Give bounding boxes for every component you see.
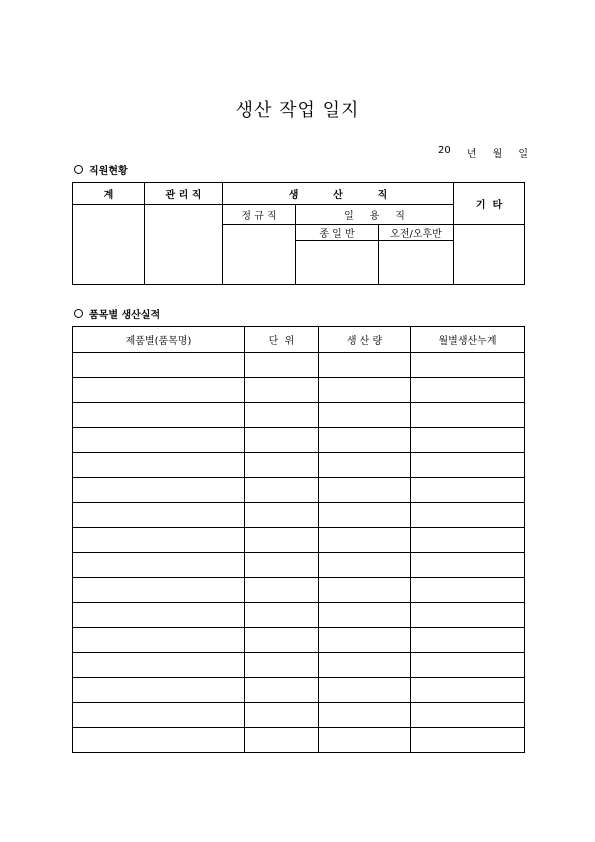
staff-cell-half-shift[interactable] xyxy=(379,241,454,285)
table-cell[interactable] xyxy=(411,353,525,378)
table-row xyxy=(73,728,525,753)
table-cell[interactable] xyxy=(319,728,411,753)
circle-bullet-icon xyxy=(74,165,83,174)
table-cell[interactable] xyxy=(411,403,525,428)
table-cell[interactable] xyxy=(245,578,319,603)
product-column-header: 제품별(품목명) xyxy=(73,327,245,353)
table-cell[interactable] xyxy=(73,578,245,603)
table-cell[interactable] xyxy=(319,478,411,503)
table-cell[interactable] xyxy=(411,703,525,728)
product-column-header: 생 산 량 xyxy=(319,327,411,353)
date-month-label: 월 xyxy=(492,149,503,160)
table-cell[interactable] xyxy=(73,728,245,753)
staff-section-heading xyxy=(74,162,128,177)
table-cell[interactable] xyxy=(245,728,319,753)
table-cell[interactable] xyxy=(411,653,525,678)
table-cell[interactable] xyxy=(245,628,319,653)
table-cell[interactable] xyxy=(73,628,245,653)
table-cell[interactable] xyxy=(411,478,525,503)
table-cell[interactable] xyxy=(411,728,525,753)
table-cell[interactable] xyxy=(73,478,245,503)
date-line xyxy=(438,145,528,160)
staff-cell-total[interactable] xyxy=(73,205,145,285)
table-cell[interactable] xyxy=(245,453,319,478)
product-section-title: 품목별 생산실적 xyxy=(89,310,161,321)
table-cell[interactable] xyxy=(73,603,245,628)
table-cell[interactable] xyxy=(73,353,245,378)
table-cell[interactable] xyxy=(73,528,245,553)
staff-header-regular: 정 규 직 xyxy=(223,205,296,225)
table-row xyxy=(73,353,525,378)
table-cell[interactable] xyxy=(73,453,245,478)
table-cell[interactable] xyxy=(73,378,245,403)
table-cell[interactable] xyxy=(245,528,319,553)
table-cell[interactable] xyxy=(319,503,411,528)
staff-section-title: 직원현황 xyxy=(89,166,128,177)
table-row xyxy=(73,428,525,453)
table-cell[interactable] xyxy=(411,553,525,578)
table-row xyxy=(73,528,525,553)
staff-cell-management[interactable] xyxy=(145,205,223,285)
staff-header-production: 생 산 직 xyxy=(223,183,454,205)
staff-table xyxy=(72,182,525,285)
table-cell[interactable] xyxy=(319,428,411,453)
table-cell[interactable] xyxy=(319,378,411,403)
table-cell[interactable] xyxy=(245,653,319,678)
staff-cell-regular[interactable] xyxy=(223,225,296,285)
table-row xyxy=(73,578,525,603)
staff-header-management: 관 리 직 xyxy=(145,183,223,205)
date-year-label: 년 xyxy=(466,149,477,160)
table-cell[interactable] xyxy=(319,603,411,628)
table-row xyxy=(73,628,525,653)
table-cell[interactable] xyxy=(411,678,525,703)
table-cell[interactable] xyxy=(73,428,245,453)
table-cell[interactable] xyxy=(319,703,411,728)
staff-cell-other[interactable] xyxy=(454,225,525,285)
table-cell[interactable] xyxy=(245,403,319,428)
table-row xyxy=(73,678,525,703)
table-cell[interactable] xyxy=(319,528,411,553)
table-row xyxy=(73,703,525,728)
table-cell[interactable] xyxy=(245,678,319,703)
table-cell[interactable] xyxy=(245,378,319,403)
table-row xyxy=(73,603,525,628)
staff-cell-day-shift[interactable] xyxy=(296,241,379,285)
staff-header-other: 기 타 xyxy=(454,183,525,225)
table-cell[interactable] xyxy=(319,553,411,578)
table-cell[interactable] xyxy=(411,428,525,453)
table-cell[interactable] xyxy=(245,428,319,453)
staff-header-day-shift: 종 일 반 xyxy=(296,225,379,241)
table-cell[interactable] xyxy=(411,378,525,403)
table-cell[interactable] xyxy=(319,403,411,428)
table-cell[interactable] xyxy=(319,678,411,703)
table-cell[interactable] xyxy=(411,603,525,628)
date-day-label: 일 xyxy=(518,149,528,160)
table-cell[interactable] xyxy=(411,578,525,603)
table-cell[interactable] xyxy=(411,453,525,478)
staff-header-half-shift: 오전/오후반 xyxy=(379,225,454,241)
table-cell[interactable] xyxy=(245,553,319,578)
product-column-header: 단 위 xyxy=(245,327,319,353)
table-cell[interactable] xyxy=(245,503,319,528)
table-cell[interactable] xyxy=(319,653,411,678)
table-cell[interactable] xyxy=(73,553,245,578)
table-cell[interactable] xyxy=(411,503,525,528)
table-cell[interactable] xyxy=(73,403,245,428)
table-cell[interactable] xyxy=(73,703,245,728)
table-cell[interactable] xyxy=(245,353,319,378)
table-row xyxy=(73,653,525,678)
table-row xyxy=(73,553,525,578)
table-cell[interactable] xyxy=(245,703,319,728)
staff-header-daily: 일 용 직 xyxy=(296,205,454,225)
table-row xyxy=(73,503,525,528)
staff-header-total: 계 xyxy=(73,183,145,205)
product-column-header: 월별생산누계 xyxy=(411,327,525,353)
table-row xyxy=(73,403,525,428)
table-row xyxy=(73,453,525,478)
table-cell[interactable] xyxy=(73,503,245,528)
document-title: 생산 작업 일지 xyxy=(235,100,360,121)
table-cell[interactable] xyxy=(411,628,525,653)
table-row xyxy=(73,478,525,503)
date-year-prefix: 20 xyxy=(438,145,451,156)
table-cell[interactable] xyxy=(73,653,245,678)
table-row xyxy=(73,378,525,403)
table-cell[interactable] xyxy=(411,528,525,553)
product-table xyxy=(72,326,525,753)
product-section-heading xyxy=(74,306,160,321)
table-cell[interactable] xyxy=(319,453,411,478)
table-cell[interactable] xyxy=(319,353,411,378)
circle-bullet-icon xyxy=(74,309,83,318)
table-cell[interactable] xyxy=(73,678,245,703)
table-cell[interactable] xyxy=(245,603,319,628)
table-cell[interactable] xyxy=(245,478,319,503)
table-cell[interactable] xyxy=(319,578,411,603)
table-cell[interactable] xyxy=(319,628,411,653)
